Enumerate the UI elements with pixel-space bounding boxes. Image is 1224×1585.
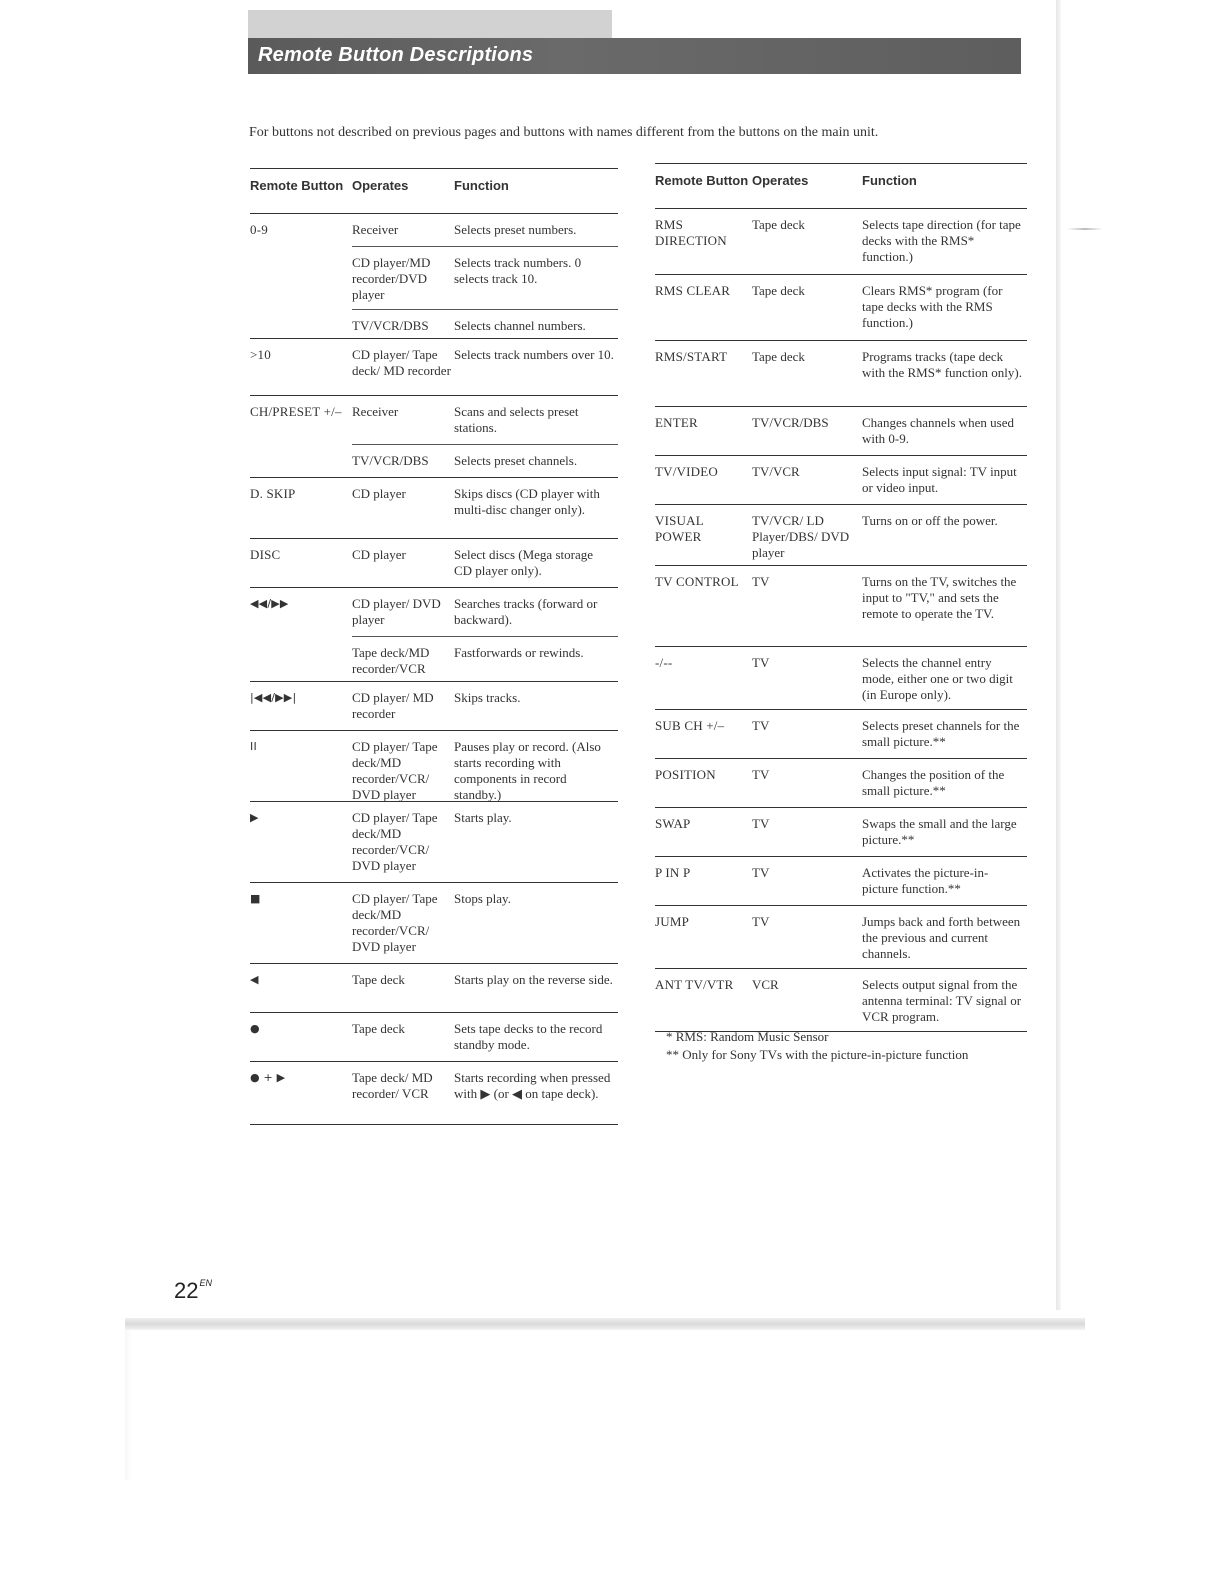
remote-button-cell: JUMP (655, 914, 690, 929)
right-table (655, 163, 1027, 1032)
remote-button-cell: RMS/START (655, 349, 728, 364)
footnote: * RMS: Random Music Sensor (666, 1029, 829, 1044)
operates-cell: Tape deck (752, 217, 805, 232)
table-row (655, 647, 1027, 709)
remote-button-cell: ● + ▶ (250, 1071, 286, 1084)
remote-button-cell: SUB CH +/– (655, 718, 725, 733)
scan-mark (1067, 228, 1103, 230)
function-cell: Selects output signal from the antenna terminal: TV signal or VCR program. (862, 977, 1022, 1024)
table-group (250, 731, 618, 801)
page-suffix: EN (199, 1278, 212, 1288)
header-operates: Operates (352, 178, 409, 193)
table-row (655, 341, 1027, 406)
remote-button-cell: SWAP (655, 816, 691, 831)
table-row (250, 682, 618, 730)
operates-cell: Receiver (352, 222, 399, 237)
table-row (250, 802, 618, 882)
operates-cell: TV/VCR/DBS (752, 415, 829, 430)
table-row (250, 1062, 618, 1124)
table-group (250, 478, 618, 538)
function-cell: Sets tape decks to the record standby mode. (454, 1021, 603, 1052)
table-row (655, 969, 1027, 1031)
table-row (250, 539, 618, 587)
operates-cell: Tape deck/MD recorder/VCR (352, 645, 430, 676)
page-title: Remote Button Descriptions (258, 44, 534, 66)
function-cell: Selects preset numbers. (454, 222, 577, 237)
table-header (250, 169, 618, 213)
function-cell: Starts play. (454, 810, 512, 825)
remote-button-cell (250, 453, 352, 477)
operates-cell: Tape deck (352, 972, 405, 987)
remote-button-cell: CH/PRESET +/– (250, 404, 342, 419)
table-group (250, 396, 618, 477)
remote-button-cell: ■ (250, 892, 261, 905)
table-group (250, 1013, 618, 1061)
remote-button-cell: DISC (250, 547, 281, 562)
table-group (250, 214, 618, 338)
function-cell: Skips tracks. (454, 690, 521, 705)
table-row (250, 396, 618, 444)
table-row (655, 857, 1027, 905)
function-cell: Jumps back and forth between the previous and current channels. (862, 914, 1021, 961)
table-row (655, 456, 1027, 504)
table-row (655, 906, 1027, 968)
operates-cell: TV (752, 914, 770, 929)
remote-button-cell: II (250, 740, 257, 753)
table-group (250, 339, 618, 395)
function-cell: Fastforwards or rewinds. (454, 645, 584, 660)
header-remote-button: Remote Button (655, 173, 749, 188)
table-row (655, 275, 1027, 340)
table-rule (250, 1124, 618, 1125)
remote-button-cell: ◀ (250, 973, 259, 986)
function-cell: Clears RMS* program (for tape decks with the RMS function.) (862, 283, 1003, 330)
remote-button-cell: >10 (250, 347, 271, 362)
operates-cell: TV (752, 718, 770, 733)
table-row (250, 883, 618, 963)
operates-cell: Tape deck (752, 349, 805, 364)
table-group (250, 539, 618, 587)
remote-button-cell: -/-- (655, 655, 673, 670)
operates-cell: Tape deck/ MD recorder/ VCR (352, 1070, 433, 1101)
operates-cell: Tape deck (352, 1021, 405, 1036)
header-operates: Operates (752, 173, 809, 188)
function-cell: Activates the picture-in-picture function.** (862, 865, 989, 896)
operates-cell: TV (752, 816, 770, 831)
remote-button-cell: ◀◀/▶▶ (250, 597, 289, 610)
operates-cell: Receiver (352, 404, 399, 419)
function-cell: Changes channels when used with 0-9. (862, 415, 1014, 446)
table-row (250, 478, 618, 538)
table-row (250, 445, 618, 477)
function-cell: Searches tracks (forward or backward). (454, 596, 598, 627)
table-row (250, 339, 618, 395)
function-cell: Selects preset channels. (454, 453, 578, 468)
page-number-value: 22 (174, 1278, 199, 1303)
operates-cell: CD player (352, 547, 406, 562)
function-cell: Selects preset channels for the small picture.** (862, 718, 1020, 749)
operates-cell: VCR (752, 977, 779, 992)
page-edge (125, 1330, 131, 1480)
table-row (250, 964, 618, 1012)
table-row (250, 310, 618, 338)
remote-button-cell: VISUAL POWER (655, 513, 704, 544)
operates-cell: CD player/ Tape deck/MD recorder/VCR/ DVD player (352, 810, 438, 873)
remote-button-cell: ENTER (655, 415, 698, 430)
page-edge (125, 1318, 1085, 1330)
table-group (250, 883, 618, 963)
remote-button-cell: D. SKIP (250, 486, 296, 501)
table-row (655, 209, 1027, 274)
table-row (655, 710, 1027, 758)
function-cell: Changes the position of the small picture.** (862, 767, 1005, 798)
operates-cell: TV (752, 574, 770, 589)
operates-cell: TV/VCR/DBS (352, 318, 429, 333)
operates-cell: TV/VCR (752, 464, 800, 479)
operates-cell: CD player/MD recorder/DVD player (352, 255, 431, 302)
function-cell: Selects track numbers over 10. (454, 347, 614, 362)
function-cell: Select discs (Mega storage CD player only). (454, 547, 593, 578)
remote-button-cell: POSITION (655, 767, 716, 782)
operates-cell: CD player (352, 486, 406, 501)
remote-button-cell: ● (250, 1022, 260, 1035)
operates-cell: TV/VCR/ LD Player/DBS/ DVD player (752, 513, 850, 560)
table-row (250, 214, 618, 246)
table-header (655, 164, 1027, 208)
function-cell: Programs tracks (tape deck with the RMS* function only). (862, 349, 1022, 380)
operates-cell: CD player/ Tape deck/MD recorder/VCR/ DVD player (352, 739, 438, 802)
function-cell: Turns on the TV, switches the input to "TV," and sets the remote to operate the TV. (862, 574, 1017, 621)
remote-button-cell (250, 318, 352, 338)
table-row (250, 1013, 618, 1061)
header-function: Function (862, 173, 917, 188)
table-row (250, 247, 618, 309)
table-row (655, 808, 1027, 856)
table-row (655, 505, 1027, 565)
operates-cell: CD player/ Tape deck/MD recorder/VCR/ DVD player (352, 891, 438, 954)
function-cell: Selects tape direction (for tape decks with the RMS* function.) (862, 217, 1021, 264)
function-cell: Starts play on the reverse side. (454, 972, 613, 987)
function-cell: Selects channel numbers. (454, 318, 586, 333)
page-number (174, 1278, 212, 1304)
function-cell: Swaps the small and the large picture.** (862, 816, 1017, 847)
function-cell: Selects the channel entry mode, either one or two digit (in Europe only). (862, 655, 1013, 702)
remote-button-cell: 0-9 (250, 222, 268, 237)
table-group (250, 1062, 618, 1124)
function-cell: Starts recording when pressed with ▶ (or ◀ on tape deck). (454, 1070, 611, 1101)
operates-cell: TV (752, 767, 770, 782)
remote-button-cell: TV/VIDEO (655, 464, 718, 479)
left-table (250, 168, 618, 1125)
operates-cell: Tape deck (752, 283, 805, 298)
table-group (250, 588, 618, 681)
function-cell: Turns on or off the power. (862, 513, 998, 528)
operates-cell: CD player/ Tape deck/ MD recorder (352, 347, 451, 378)
remote-button-cell: ▶ (250, 811, 259, 824)
page-edge (1056, 0, 1061, 1310)
operates-cell: CD player/ DVD player (352, 596, 441, 627)
table-row (655, 407, 1027, 455)
remote-button-cell: RMS DIRECTION (655, 217, 727, 248)
table-group (250, 802, 618, 882)
footnotes (666, 1028, 968, 1064)
function-cell: Skips discs (CD player with multi-disc changer only). (454, 486, 600, 517)
table-group (250, 964, 618, 1012)
function-cell: Scans and selects preset stations. (454, 404, 579, 435)
remote-button-cell: TV CONTROL (655, 574, 739, 589)
function-cell: Selects input signal: TV input or video input. (862, 464, 1017, 495)
operates-cell: TV/VCR/DBS (352, 453, 429, 468)
intro-text: For buttons not described on previous pages and buttons with names different from the buttons on the main unit. (249, 125, 879, 140)
table-group (250, 682, 618, 730)
remote-button-cell (250, 255, 352, 309)
table-row (250, 637, 618, 681)
table-row (250, 588, 618, 636)
function-cell: Stops play. (454, 891, 511, 906)
remote-button-cell: P IN P (655, 865, 691, 880)
remote-button-cell: ANT TV/VTR (655, 977, 734, 992)
footnote: ** Only for Sony TVs with the picture-in-picture function (666, 1047, 969, 1062)
remote-button-cell (250, 645, 352, 681)
table-row (655, 759, 1027, 807)
operates-cell: TV (752, 865, 770, 880)
operates-cell: TV (752, 655, 770, 670)
header-function: Function (454, 178, 509, 193)
function-cell: Pauses play or record. (Also starts recording with components in record standby.) (454, 739, 601, 802)
header-remote-button: Remote Button (250, 178, 344, 193)
remote-button-cell: |◀◀/▶▶| (250, 691, 297, 704)
remote-button-cell: RMS CLEAR (655, 283, 731, 298)
table-row (655, 566, 1027, 646)
operates-cell: CD player/ MD recorder (352, 690, 434, 721)
table-row (250, 731, 618, 801)
function-cell: Selects track numbers. 0 selects track 10. (454, 255, 582, 286)
